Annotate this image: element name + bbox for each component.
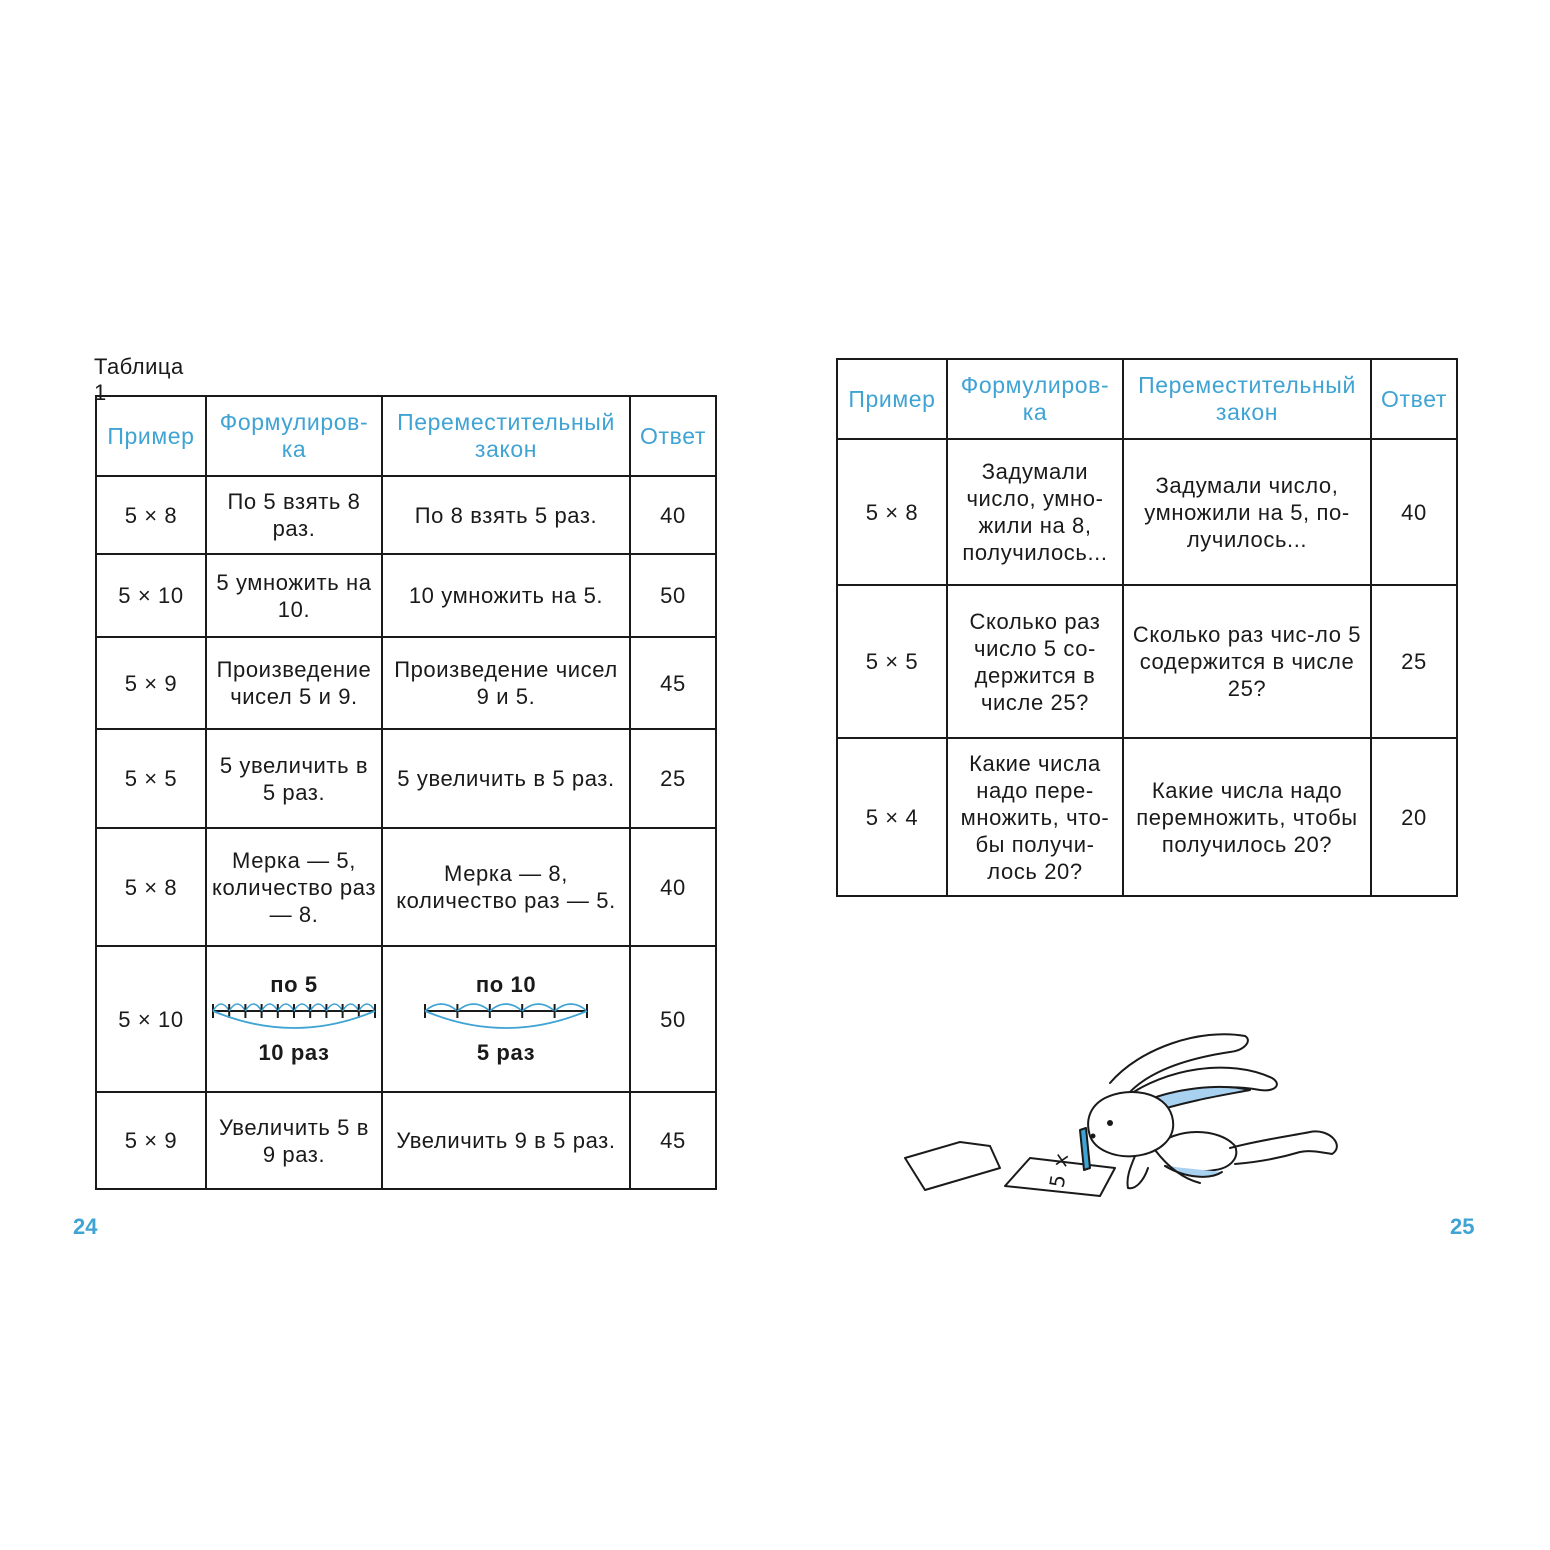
segment-arc — [555, 1004, 587, 1011]
number-line-diagram — [211, 973, 377, 1065]
segment-arc — [262, 1004, 278, 1011]
header-commutative: Переместительный закон — [1123, 359, 1371, 439]
table-caption: Таблица 1 — [94, 354, 184, 405]
table-row — [96, 946, 716, 1092]
header-commutative: Переместительный закон — [382, 396, 630, 476]
cell-formulation: 5 умножить на 10. — [206, 554, 382, 637]
cell-answer: 50 — [630, 554, 716, 637]
table-row — [837, 439, 1457, 585]
cell-answer: 40 — [1371, 439, 1457, 585]
cell-commutative: 10 умножить на 5. — [382, 554, 630, 637]
table-header-row — [837, 359, 1457, 439]
cell-example: 5 × 10 — [96, 946, 206, 1092]
header-formulation: Формулиров-ка — [206, 396, 382, 476]
table-row — [96, 554, 716, 637]
header-answer: Ответ — [630, 396, 716, 476]
cell-commutative: Какие числа надо перемножить, чтобы получилось 20? — [1123, 738, 1371, 896]
header-formulation: Формулиров-ка — [947, 359, 1123, 439]
table-row — [96, 637, 716, 729]
header-answer: Ответ — [1371, 359, 1457, 439]
cell-commutative: Увеличить 9 в 5 раз. — [382, 1092, 630, 1189]
segment-arc — [522, 1004, 554, 1011]
cell-formulation: По 5 взять 8 раз. — [206, 476, 382, 554]
segment-arc — [278, 1004, 294, 1011]
cell-answer: 40 — [630, 828, 716, 946]
cell-example: 5 × 5 — [837, 585, 947, 738]
cell-formulation: Какие числа надо пере-множить, что-бы получи-лось 20? — [947, 738, 1123, 896]
cell-commutative: По 8 взять 5 раз. — [382, 476, 630, 554]
multiplication-table-2 — [836, 358, 1458, 897]
cell-commutative: Задумали число, умножили на 5, по-лучилось... — [1123, 439, 1371, 585]
bunny-drawing — [900, 1028, 1350, 1198]
cell-example: 5 × 4 — [837, 738, 947, 896]
table-row — [837, 585, 1457, 738]
cell-example: 5 × 8 — [96, 476, 206, 554]
diagram-top-label: по 5 — [270, 972, 318, 997]
cell-formulation: Произведение чисел 5 и 9. — [206, 637, 382, 729]
multiplication-table-1 — [95, 395, 717, 1190]
segment-arc — [343, 1004, 359, 1011]
diagram-top-label: по 10 — [475, 972, 537, 997]
table-row — [96, 1092, 716, 1189]
cell-formulation: Увеличить 5 в 9 раз. — [206, 1092, 382, 1189]
bunny-eye — [1107, 1120, 1113, 1126]
header-example: Пример — [96, 396, 206, 476]
diagram-bottom-label: 10 раз — [258, 1040, 330, 1065]
segment-arc — [213, 1004, 229, 1011]
cell-example: 5 × 5 — [96, 729, 206, 828]
cell-answer: 40 — [630, 476, 716, 554]
cell-answer: 25 — [630, 729, 716, 828]
cell-example: 5 × 8 — [96, 828, 206, 946]
cell-commutative: Сколько раз чис-ло 5 содержится в числе 25? — [1123, 585, 1371, 738]
cell-answer: 20 — [1371, 738, 1457, 896]
cell-answer: 25 — [1371, 585, 1457, 738]
cell-commutative: Мерка — 8, количество раз — 5. — [382, 828, 630, 946]
cell-answer: 45 — [630, 1092, 716, 1189]
segment-arc — [294, 1004, 310, 1011]
segment-arc — [457, 1004, 489, 1011]
table-row — [96, 828, 716, 946]
number-line-segments-5 — [423, 1001, 589, 1037]
number-line-diagram — [387, 973, 625, 1065]
cell-answer: 45 — [630, 637, 716, 729]
cell-formulation: 5 увеличить в 5 раз. — [206, 729, 382, 828]
cell-example: 5 × 8 — [837, 439, 947, 585]
bunny-nose — [1091, 1134, 1096, 1139]
segment-arc — [490, 1004, 522, 1011]
segment-arc — [425, 1004, 457, 1011]
segment-arc — [229, 1004, 245, 1011]
cell-formulation: Задумали число, умно-жили на 8, получилось... — [947, 439, 1123, 585]
cell-example: 5 × 9 — [96, 1092, 206, 1189]
table-row — [96, 729, 716, 828]
diagram-bottom-label: 5 раз — [476, 1040, 536, 1065]
cell-formulation-diagram — [206, 946, 382, 1092]
cell-answer: 50 — [630, 946, 716, 1092]
table-row — [837, 738, 1457, 896]
table-header-row — [96, 396, 716, 476]
cell-commutative: 5 увеличить в 5 раз. — [382, 729, 630, 828]
page-number-left: 24 — [73, 1214, 98, 1239]
table-row — [96, 476, 716, 554]
cell-example: 5 × 10 — [96, 554, 206, 637]
paper-text: 5 × — [1044, 1150, 1075, 1190]
cell-example: 5 × 9 — [96, 637, 206, 729]
header-example: Пример — [837, 359, 947, 439]
cell-formulation: Мерка — 5, количество раз — 8. — [206, 828, 382, 946]
cell-commutative-diagram — [382, 946, 630, 1092]
segment-arc — [326, 1004, 342, 1011]
segment-arc — [245, 1004, 261, 1011]
segment-arc — [359, 1004, 375, 1011]
segment-arc — [310, 1004, 326, 1011]
page-number-right: 25 — [1450, 1214, 1475, 1239]
cell-commutative: Произведение чисел 9 и 5. — [382, 637, 630, 729]
number-line-segments-10 — [211, 1001, 377, 1037]
cell-formulation: Сколько раз число 5 со-держится в числе 25? — [947, 585, 1123, 738]
